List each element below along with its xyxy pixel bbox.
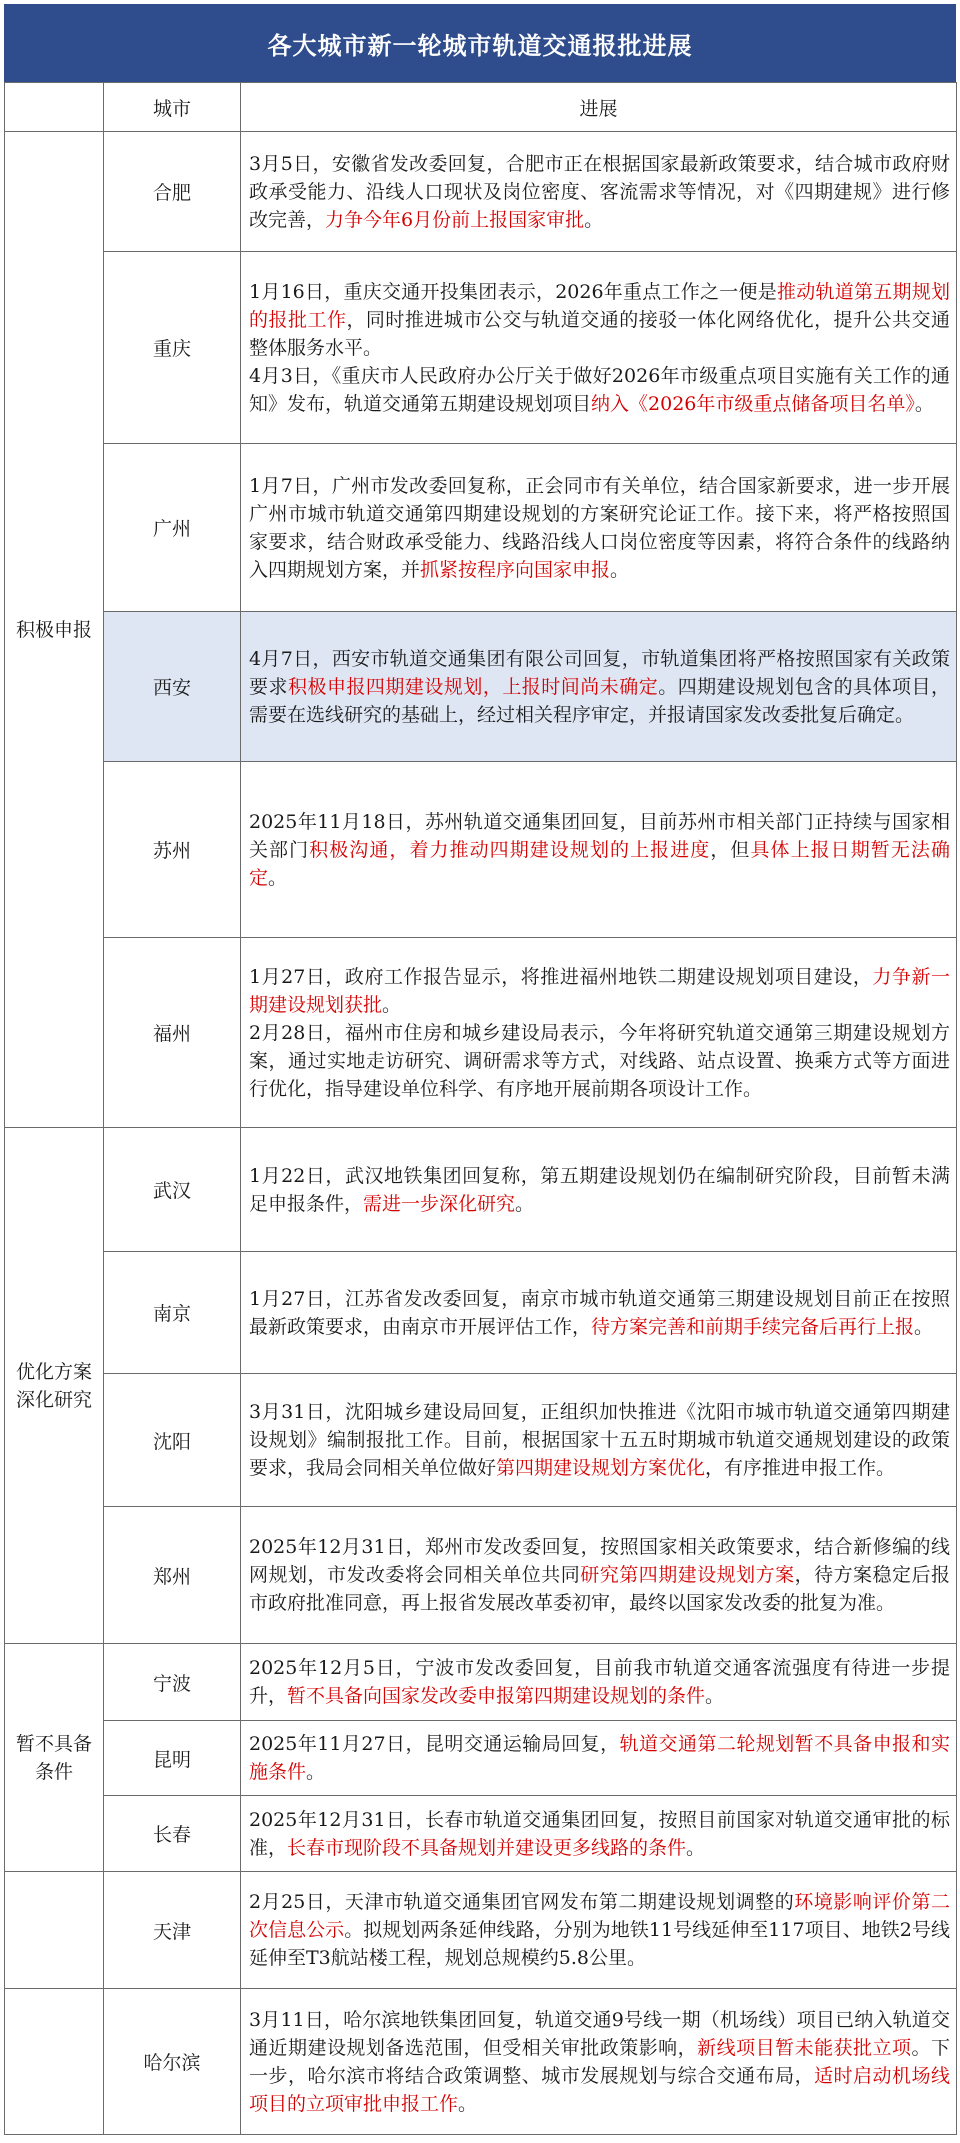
table-row bbox=[5, 444, 957, 612]
body-text: ，同时推进城市公交与轨道交通的接驳一体化网络优化，提升公共交通整体服务水平。 bbox=[249, 308, 950, 359]
table-row bbox=[5, 132, 957, 252]
category-cell: 优化方案深化研究 bbox=[5, 1128, 104, 1644]
progress-cell bbox=[241, 1872, 957, 1989]
highlighted-text: 环境影响评价第二次信息公示 bbox=[249, 1891, 950, 1941]
highlighted-text: 具体上报日期暂无法确定 bbox=[249, 838, 950, 889]
body-text: ，待方案稳定后报市政府批准同意，再上报省发展改革委初审，最终以国家发改委的批复为准。 bbox=[249, 1564, 950, 1614]
highlighted-text: 适时启动机场线项目的立项审批申报工作 bbox=[249, 2064, 950, 2115]
highlighted-text: 待方案完善和前期手续完备后再行上报 bbox=[591, 1315, 915, 1338]
highlighted-text: 力争今年6月份前上报国家审批 bbox=[325, 208, 585, 231]
city-cell: 苏州 bbox=[104, 762, 241, 938]
progress-paragraph bbox=[249, 1398, 950, 1482]
highlighted-text: 力争新一期建设规划获批 bbox=[249, 965, 950, 1016]
progress-cell bbox=[241, 1644, 957, 1721]
city-cell: 郑州 bbox=[104, 1507, 241, 1644]
table-row bbox=[5, 762, 957, 938]
highlighted-text: 第四期建设规划方案优化 bbox=[496, 1457, 706, 1479]
body-text: ，有序推进申报工作。 bbox=[705, 1457, 896, 1479]
city-cell: 长春 bbox=[104, 1796, 241, 1872]
city-cell: 南京 bbox=[104, 1252, 241, 1374]
progress-cell bbox=[241, 252, 957, 444]
highlighted-text: 长春市现阶段不具备规划并建设更多线路的条件 bbox=[287, 1836, 687, 1859]
city-cell: 武汉 bbox=[104, 1128, 241, 1252]
progress-paragraph bbox=[249, 362, 950, 418]
body-text: 。拟规划两条延伸线路，分别为地铁11号线延伸至117项目、地铁2号线延伸至T3航站楼工程，规划总规模约5.8公里。 bbox=[249, 1919, 950, 1969]
table-row bbox=[5, 612, 957, 762]
progress-cell bbox=[241, 132, 957, 252]
progress-paragraph bbox=[249, 278, 950, 362]
body-text: 。 bbox=[382, 993, 402, 1016]
highlighted-text: 暂不具备向国家发改委申报第四期建设规划的条件 bbox=[287, 1685, 706, 1707]
category-cell: 积极申报 bbox=[5, 132, 104, 1128]
page-title: 各大城市新一轮城市轨道交通报批进展 bbox=[4, 4, 956, 82]
city-header: 城市 bbox=[104, 83, 241, 132]
progress-paragraph bbox=[249, 1019, 950, 1103]
body-text: 。 bbox=[584, 208, 604, 231]
city-cell: 宁波 bbox=[104, 1644, 241, 1721]
progress-cell bbox=[241, 612, 957, 762]
highlighted-text: 积极申报四期建设规划，上报时间尚未确定 bbox=[287, 675, 659, 698]
progress-document bbox=[4, 4, 956, 2135]
body-text: 1月7日，广州市发改委回复称，正会同市有关单位，结合国家新要求，进一步开展广州市城市轨道交通第四期建设规划的方案研究论证工作。接下来，将严格按照国家要求，结合财政承受能力、线路沿线人口岗位密度等因素，将符合条件的线路纳入四期规划方案，并 bbox=[249, 474, 950, 581]
city-cell: 西安 bbox=[104, 612, 241, 762]
body-text: 。四期建设规划包含的具体项目，需要在选线研究的基础上，经过相关程序审定，并报请国家发改委批复后确定。 bbox=[249, 675, 950, 726]
category-cell bbox=[5, 1872, 104, 1989]
table-row bbox=[5, 1128, 957, 1252]
body-text: 4月7日，西安市轨道交通集团有限公司回复，市轨道集团将严格按照国家有关政策要求 bbox=[249, 647, 950, 698]
table-row bbox=[5, 1252, 957, 1374]
category-cell: 暂不具备条件 bbox=[5, 1644, 104, 1872]
body-text: 2025年12月5日，宁波市发改委回复，目前我市轨道交通客流强度有待进一步提升， bbox=[249, 1657, 950, 1707]
body-text: 4月3日，《重庆市人民政府办公厅关于做好2026年市级重点项目实施有关工作的通知》发布，轨道交通第五期建设规划项目 bbox=[249, 364, 950, 415]
progress-cell bbox=[241, 1507, 957, 1644]
progress-cell bbox=[241, 1989, 957, 2135]
highlighted-text: 抓紧按程序向国家申报 bbox=[420, 558, 611, 581]
progress-paragraph bbox=[249, 645, 950, 729]
body-text: 。下一步，哈尔滨市将结合政策调整、城市发展规划与综合交通布局， bbox=[249, 2036, 950, 2087]
highlighted-text: 纳入《2026年市级重点储备项目名单》 bbox=[591, 392, 915, 415]
body-text: 。 bbox=[306, 1761, 326, 1783]
body-text: 。 bbox=[705, 1685, 725, 1707]
progress-paragraph bbox=[249, 2006, 950, 2118]
highlighted-text: 研究第四期建设规划方案 bbox=[580, 1564, 795, 1586]
body-text: 1月16日，重庆交通开投集团表示，2026年重点工作之一便是 bbox=[249, 280, 778, 303]
category-header bbox=[5, 83, 104, 132]
body-text: 3月5日，安徽省发改委回复，合肥市正在根据国家最新政策要求，结合城市政府财政承受能力、沿线人口现状及岗位密度、客流需求等情况，对《四期建规》进行修改完善， bbox=[249, 152, 950, 231]
city-cell: 重庆 bbox=[104, 252, 241, 444]
progress-cell bbox=[241, 762, 957, 938]
body-text: 2025年11月27日，昆明交通运输局回复， bbox=[249, 1733, 620, 1755]
body-text: 3月31日，沈阳城乡建设局回复，正组织加快推进《沈阳市城市轨道交通第四期建设规划》编制报批工作。目前，根据国家十五五时期城市轨道交通规划建设的政策要求，我局会同相关单位做好 bbox=[249, 1401, 950, 1479]
progress-header: 进展 bbox=[241, 83, 957, 132]
body-text: 2025年12月31日，郑州市发改委回复，按照国家相关政策要求，结合新修编的线网规划，市发改委将会同相关单位共同 bbox=[249, 1536, 950, 1586]
body-text: 2月25日，天津市轨道交通集团官网发布第二期建设规划调整的 bbox=[249, 1891, 795, 1913]
body-text: 2025年12月31日，长春市轨道交通集团回复，按照目前国家对轨道交通审批的标准， bbox=[249, 1808, 950, 1859]
body-text: 3月11日，哈尔滨地铁集团回复，轨道交通9号线一期（机场线）项目已纳入轨道交通近期建设规划备选范围，但受相关审批政策影响， bbox=[249, 2008, 950, 2059]
city-cell: 广州 bbox=[104, 444, 241, 612]
progress-cell bbox=[241, 1796, 957, 1872]
table-row bbox=[5, 1507, 957, 1644]
body-text: 。 bbox=[458, 2092, 478, 2115]
body-text: 1月27日，政府工作报告显示，将推进福州地铁二期建设规划项目建设， bbox=[249, 965, 873, 988]
body-text: 。 bbox=[914, 392, 934, 415]
progress-cell bbox=[241, 1128, 957, 1252]
city-cell: 福州 bbox=[104, 938, 241, 1128]
progress-cell bbox=[241, 1721, 957, 1796]
body-text: 2025年11月18日，苏州轨道交通集团回复，目前苏州市相关部门正持续与国家相关部门 bbox=[249, 810, 950, 861]
body-text: ，但 bbox=[710, 838, 751, 861]
body-text: 。 bbox=[268, 866, 288, 889]
table-body bbox=[5, 132, 957, 2135]
progress-paragraph bbox=[249, 1285, 950, 1341]
table-row bbox=[5, 1721, 957, 1796]
progress-paragraph bbox=[249, 1730, 950, 1786]
table-row bbox=[5, 252, 957, 444]
table-header-row bbox=[5, 83, 957, 132]
table-row bbox=[5, 1872, 957, 1989]
progress-paragraph bbox=[249, 1888, 950, 1972]
city-cell: 昆明 bbox=[104, 1721, 241, 1796]
highlighted-text: 轨道交通第二轮规划暂不具备申报和实施条件 bbox=[249, 1733, 950, 1783]
progress-cell bbox=[241, 1252, 957, 1374]
table-row bbox=[5, 1796, 957, 1872]
highlighted-text: 需进一步深化研究 bbox=[363, 1192, 516, 1215]
progress-paragraph bbox=[249, 808, 950, 892]
table-row bbox=[5, 1989, 957, 2135]
category-cell bbox=[5, 1989, 104, 2135]
body-text: 。 bbox=[515, 1192, 535, 1215]
table-row bbox=[5, 1374, 957, 1507]
city-cell: 哈尔滨 bbox=[104, 1989, 241, 2135]
progress-cell bbox=[241, 938, 957, 1128]
progress-paragraph bbox=[249, 1533, 950, 1617]
progress-cell bbox=[241, 444, 957, 612]
progress-table bbox=[4, 82, 957, 2135]
highlighted-text: 新线项目暂未能获批立项 bbox=[697, 2036, 912, 2059]
table-row bbox=[5, 1644, 957, 1721]
progress-cell bbox=[241, 1374, 957, 1507]
body-text: 。 bbox=[686, 1836, 706, 1859]
progress-paragraph bbox=[249, 150, 950, 234]
highlighted-text: 推动轨道第五期规划的报批工作 bbox=[249, 280, 950, 331]
body-text: 1月27日，江苏省发改委回复，南京市城市轨道交通第三期建设规划目前正在按照最新政策要求，由南京市开展评估工作， bbox=[249, 1287, 950, 1338]
city-cell: 沈阳 bbox=[104, 1374, 241, 1507]
highlighted-text: 积极沟通，着力推动四期建设规划的上报进度 bbox=[309, 838, 711, 861]
progress-paragraph bbox=[249, 472, 950, 584]
table-row bbox=[5, 938, 957, 1128]
city-cell: 天津 bbox=[104, 1872, 241, 1989]
body-text: 。 bbox=[610, 558, 630, 581]
progress-paragraph bbox=[249, 1162, 950, 1218]
progress-paragraph bbox=[249, 1806, 950, 1862]
body-text: 2月28日，福州市住房和城乡建设局表示，今年将研究轨道交通第三期建设规划方案，通过实地走访研究、调研需求等方式，对线路、站点设置、换乘方式等方面进行优化，指导建设单位科学、有序地开展前期各项设计工作。 bbox=[249, 1021, 950, 1100]
progress-paragraph bbox=[249, 963, 950, 1019]
body-text: 1月22日，武汉地铁集团回复称，第五期建设规划仍在编制研究阶段，目前暂未满足申报条件， bbox=[249, 1164, 950, 1215]
progress-paragraph bbox=[249, 1654, 950, 1710]
city-cell: 合肥 bbox=[104, 132, 241, 252]
body-text: 。 bbox=[914, 1315, 934, 1338]
